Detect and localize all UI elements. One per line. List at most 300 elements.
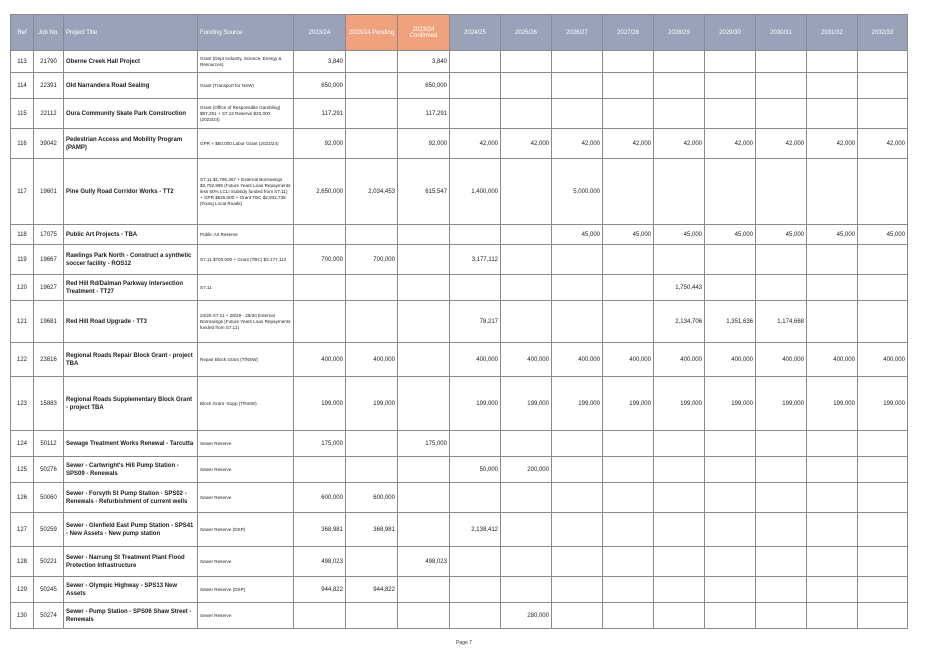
amount-cell-2028-29: 42,000 (654, 129, 705, 159)
table-row (11, 51, 908, 73)
amount-cell-2029-30 (705, 99, 756, 129)
amount-cell-2026-27 (552, 547, 603, 577)
amount-cell-2030-31: 45,000 (756, 225, 807, 245)
amount-cell-2023-24-confirmed (398, 603, 450, 629)
amount-cell-2025-26: 42,000 (501, 129, 552, 159)
job-no-cell: 17075 (34, 225, 64, 245)
table-row (11, 513, 908, 547)
amount-cell-2024-25: 3,177,112 (450, 245, 501, 275)
amount-cell-2023-24-confirmed: 117,291 (398, 99, 450, 129)
amount-cell-2031-32: 42,000 (807, 129, 858, 159)
amount-cell-2032-33 (858, 483, 908, 513)
amount-cell-2023-24-pending (346, 51, 398, 73)
amount-cell-2027-28: 42,000 (603, 129, 654, 159)
amount-cell-2024-25 (450, 577, 501, 603)
amount-cell-2023-24: 944,822 (294, 577, 346, 603)
amount-cell-2023-24: 3,840 (294, 51, 346, 73)
amount-cell-2027-28 (603, 275, 654, 301)
table-row (11, 301, 908, 343)
amount-cell-2031-32 (807, 547, 858, 577)
project-title-cell: Oura Community Skate Park Construction (64, 99, 198, 129)
amount-cell-2029-30 (705, 547, 756, 577)
amount-cell-2029-30: 199,000 (705, 377, 756, 431)
table-row (11, 483, 908, 513)
amount-cell-2023-24-pending (346, 603, 398, 629)
ref-cell: 121 (11, 301, 34, 343)
amount-cell-2026-27 (552, 577, 603, 603)
amount-cell-2027-28 (603, 547, 654, 577)
amount-cell-2025-26 (501, 513, 552, 547)
amount-cell-2023-24-confirmed (398, 577, 450, 603)
amount-cell-2025-26 (501, 275, 552, 301)
amount-cell-2028-29 (654, 547, 705, 577)
amount-cell-2024-25: 1,400,000 (450, 159, 501, 225)
table-row (11, 577, 908, 603)
project-title-cell: Regional Roads Repair Block Grant - project TBA (64, 343, 198, 377)
amount-cell-2023-24-confirmed (398, 483, 450, 513)
amount-cell-2026-27 (552, 99, 603, 129)
amount-cell-2024-25: 50,000 (450, 457, 501, 483)
ref-cell: 118 (11, 225, 34, 245)
amount-cell-2024-25 (450, 99, 501, 129)
amount-cell-2028-29 (654, 513, 705, 547)
job-no-cell: 22391 (34, 73, 64, 99)
amount-cell-2030-31 (756, 513, 807, 547)
amount-cell-2024-25 (450, 225, 501, 245)
amount-cell-2023-24-pending (346, 301, 398, 343)
project-title-cell: Sewer - Cartwright's Hill Pump Station - SPS09 - Renewals (64, 457, 198, 483)
amount-cell-2029-30: 45,000 (705, 225, 756, 245)
amount-cell-2023-24-pending: 2,034,453 (346, 159, 398, 225)
funding-source-cell: Repair Block Grant (TfNSW) (198, 343, 294, 377)
project-title-cell: Sewer - Narrung St Treatment Plant Flood Protection Infrastructure (64, 547, 198, 577)
column-header-ref: Ref (11, 15, 34, 51)
amount-cell-2025-26 (501, 225, 552, 245)
amount-cell-2031-32 (807, 457, 858, 483)
amount-cell-2025-26 (501, 301, 552, 343)
amount-cell-2025-26: 280,000 (501, 603, 552, 629)
amount-cell-2025-26 (501, 99, 552, 129)
project-title-cell: Red Hill Road Upgrade - TT3 (64, 301, 198, 343)
amount-cell-2031-32 (807, 245, 858, 275)
job-no-cell: 50245 (34, 577, 64, 603)
ref-cell: 130 (11, 603, 34, 629)
amount-cell-2030-31 (756, 547, 807, 577)
project-title-cell: Pine Gully Road Corridor Works - TT2 (64, 159, 198, 225)
project-title-cell: Public Art Projects - TBA (64, 225, 198, 245)
amount-cell-2023-24: 650,000 (294, 73, 346, 99)
funding-source-cell: Sewer Reserve (DSP) (198, 513, 294, 547)
column-header-2023-24-confirmed: 2023/24 Confirmed (398, 15, 450, 51)
amount-cell-2023-24 (294, 603, 346, 629)
amount-cell-2023-24: 175,000 (294, 431, 346, 457)
column-header-2023-24-pending: 2023/24 Pending (346, 15, 398, 51)
amount-cell-2023-24-confirmed (398, 275, 450, 301)
amount-cell-2032-33 (858, 275, 908, 301)
job-no-cell: 22112 (34, 99, 64, 129)
amount-cell-2027-28 (603, 51, 654, 73)
amount-cell-2030-31 (756, 603, 807, 629)
amount-cell-2032-33 (858, 159, 908, 225)
amount-cell-2028-29 (654, 577, 705, 603)
amount-cell-2023-24-pending (346, 129, 398, 159)
amount-cell-2028-29: 2,134,706 (654, 301, 705, 343)
job-no-cell: 19627 (34, 275, 64, 301)
amount-cell-2024-25 (450, 483, 501, 513)
amount-cell-2032-33 (858, 99, 908, 129)
amount-cell-2032-33: 42,000 (858, 129, 908, 159)
column-header-funding-source: Funding Source (198, 15, 294, 51)
funding-source-cell: Public Art Reserve (198, 225, 294, 245)
amount-cell-2031-32: 400,000 (807, 343, 858, 377)
amount-cell-2023-24: 2,650,000 (294, 159, 346, 225)
amount-cell-2030-31: 199,000 (756, 377, 807, 431)
amount-cell-2023-24-pending (346, 457, 398, 483)
amount-cell-2025-26 (501, 577, 552, 603)
column-header-project-title: Project Title (64, 15, 198, 51)
amount-cell-2025-26 (501, 245, 552, 275)
funding-source-cell: Block Grant -Supp (TfNSW) (198, 377, 294, 431)
amount-cell-2028-29: 400,000 (654, 343, 705, 377)
amount-cell-2026-27 (552, 245, 603, 275)
amount-cell-2023-24-confirmed (398, 301, 450, 343)
amount-cell-2024-25 (450, 73, 501, 99)
amount-cell-2031-32 (807, 301, 858, 343)
amount-cell-2031-32: 45,000 (807, 225, 858, 245)
table-row (11, 129, 908, 159)
funding-source-cell: GPR + $50,000 Labor Grant (2023/24) (198, 129, 294, 159)
amount-cell-2029-30 (705, 245, 756, 275)
table-row (11, 457, 908, 483)
ref-cell: 119 (11, 245, 34, 275)
amount-cell-2029-30 (705, 513, 756, 547)
amount-cell-2030-31 (756, 483, 807, 513)
job-no-cell: 19681 (34, 301, 64, 343)
amount-cell-2029-30: 400,000 (705, 343, 756, 377)
job-no-cell: 23816 (34, 343, 64, 377)
amount-cell-2023-24-pending (346, 73, 398, 99)
amount-cell-2024-25: 199,000 (450, 377, 501, 431)
amount-cell-2024-25 (450, 51, 501, 73)
amount-cell-2030-31: 1,174,668 (756, 301, 807, 343)
funding-source-cell: 24/25 S7.11 + 28/29 - 29/30 External Borrowings (Future Years Loan Repayments funded from S7.11) (198, 301, 294, 343)
amount-cell-2023-24-pending: 700,000 (346, 245, 398, 275)
amount-cell-2023-24 (294, 225, 346, 245)
project-title-cell: Sewer - Forsyth St Pump Station - SPS02 - Renewals - Refurbishment of current wells (64, 483, 198, 513)
amount-cell-2028-29 (654, 483, 705, 513)
job-no-cell: 50274 (34, 603, 64, 629)
amount-cell-2028-29 (654, 159, 705, 225)
amount-cell-2028-29 (654, 99, 705, 129)
amount-cell-2031-32 (807, 483, 858, 513)
amount-cell-2026-27 (552, 513, 603, 547)
amount-cell-2029-30: 1,351,636 (705, 301, 756, 343)
amount-cell-2032-33: 199,000 (858, 377, 908, 431)
amount-cell-2031-32 (807, 73, 858, 99)
amount-cell-2030-31: 400,000 (756, 343, 807, 377)
ref-cell: 113 (11, 51, 34, 73)
funding-source-cell: S7.11 $700,000 + Grant (TBC) $3,177,112 (198, 245, 294, 275)
funding-source-cell: S7.11 $1,795,367 + External Borrowings $3,752,895 (Future Years Loan Repayments less 50% LCLI Subsidy funded from S7.11) + GPR $625,000 + Grant TBC $2,932,738 (Fixing Local Roads) (198, 159, 294, 225)
capital-works-table (10, 14, 908, 629)
funding-source-cell: Sewer Reserve (198, 547, 294, 577)
amount-cell-2028-29: 1,750,443 (654, 275, 705, 301)
amount-cell-2024-25 (450, 547, 501, 577)
project-title-cell: Sewer - Pump Station - SPS06 Shaw Street - Renewals (64, 603, 198, 629)
amount-cell-2023-24: 700,000 (294, 245, 346, 275)
amount-cell-2029-30: 42,000 (705, 129, 756, 159)
amount-cell-2026-27 (552, 603, 603, 629)
amount-cell-2023-24-confirmed: 498,023 (398, 547, 450, 577)
ref-cell: 129 (11, 577, 34, 603)
amount-cell-2031-32 (807, 603, 858, 629)
amount-cell-2028-29: 199,000 (654, 377, 705, 431)
amount-cell-2026-27: 42,000 (552, 129, 603, 159)
job-no-cell: 50060 (34, 483, 64, 513)
amount-cell-2028-29 (654, 603, 705, 629)
amount-cell-2023-24-confirmed: 175,000 (398, 431, 450, 457)
column-header-2024-25: 2024/25 (450, 15, 501, 51)
table-row (11, 99, 908, 129)
amount-cell-2029-30 (705, 73, 756, 99)
job-no-cell: 21790 (34, 51, 64, 73)
amount-cell-2023-24-confirmed (398, 343, 450, 377)
amount-cell-2031-32 (807, 431, 858, 457)
amount-cell-2028-29: 45,000 (654, 225, 705, 245)
table-row (11, 377, 908, 431)
table-row (11, 275, 908, 301)
ref-cell: 127 (11, 513, 34, 547)
amount-cell-2032-33 (858, 51, 908, 73)
ref-cell: 116 (11, 129, 34, 159)
amount-cell-2024-25: 2,138,412 (450, 513, 501, 547)
amount-cell-2027-28 (603, 245, 654, 275)
project-title-cell: Red Hill Rd/Dalman Parkway Intersection Treatment - TT27 (64, 275, 198, 301)
amount-cell-2023-24-confirmed: 3,840 (398, 51, 450, 73)
amount-cell-2025-26 (501, 483, 552, 513)
amount-cell-2027-28 (603, 483, 654, 513)
job-no-cell: 50259 (34, 513, 64, 547)
amount-cell-2024-25 (450, 275, 501, 301)
project-title-cell: Sewer - Glenfield East Pump Station - SPS41 - New Assets - New pump station (64, 513, 198, 547)
table-body (11, 51, 908, 629)
project-title-cell: Sewer - Olympic Highway - SPS13 New Assets (64, 577, 198, 603)
amount-cell-2027-28 (603, 73, 654, 99)
amount-cell-2030-31 (756, 577, 807, 603)
amount-cell-2029-30 (705, 51, 756, 73)
column-header-2023-24: 2023/24 (294, 15, 346, 51)
amount-cell-2023-24: 92,000 (294, 129, 346, 159)
amount-cell-2032-33 (858, 513, 908, 547)
amount-cell-2032-33 (858, 73, 908, 99)
amount-cell-2032-33 (858, 431, 908, 457)
capital-works-page (10, 14, 907, 629)
amount-cell-2023-24-pending: 400,000 (346, 343, 398, 377)
amount-cell-2023-24-pending (346, 547, 398, 577)
funding-source-cell: Grant (Dept Industry, Science, Energy & Resources) (198, 51, 294, 73)
amount-cell-2023-24-pending: 368,981 (346, 513, 398, 547)
project-title-cell: Sewage Treatment Works Renewal - Tarcutta (64, 431, 198, 457)
amount-cell-2026-27: 5,000,000 (552, 159, 603, 225)
amount-cell-2025-26 (501, 547, 552, 577)
amount-cell-2028-29 (654, 457, 705, 483)
amount-cell-2029-30 (705, 159, 756, 225)
amount-cell-2030-31 (756, 159, 807, 225)
ref-cell: 128 (11, 547, 34, 577)
amount-cell-2025-26 (501, 431, 552, 457)
amount-cell-2032-33 (858, 577, 908, 603)
amount-cell-2025-26 (501, 51, 552, 73)
funding-source-cell: Grant (Office of Responsible Gambling) $97,291 + S7.12 Reserve $20,000 (2023/24) (198, 99, 294, 129)
table-row (11, 159, 908, 225)
amount-cell-2027-28 (603, 99, 654, 129)
amount-cell-2023-24: 498,023 (294, 547, 346, 577)
amount-cell-2025-26 (501, 73, 552, 99)
ref-cell: 114 (11, 73, 34, 99)
amount-cell-2029-30 (705, 577, 756, 603)
ref-cell: 122 (11, 343, 34, 377)
amount-cell-2027-28: 45,000 (603, 225, 654, 245)
amount-cell-2026-27: 400,000 (552, 343, 603, 377)
amount-cell-2026-27 (552, 275, 603, 301)
column-header-2031-32: 2031/32 (807, 15, 858, 51)
amount-cell-2029-30 (705, 275, 756, 301)
amount-cell-2032-33: 45,000 (858, 225, 908, 245)
amount-cell-2028-29 (654, 73, 705, 99)
amount-cell-2031-32 (807, 513, 858, 547)
amount-cell-2025-26: 400,000 (501, 343, 552, 377)
funding-source-cell: Grant (Transport for NSW) (198, 73, 294, 99)
amount-cell-2025-26: 199,000 (501, 377, 552, 431)
amount-cell-2031-32 (807, 275, 858, 301)
page-number: Page 7 (456, 640, 472, 646)
amount-cell-2031-32 (807, 159, 858, 225)
amount-cell-2029-30 (705, 483, 756, 513)
column-header-2025-26: 2025/26 (501, 15, 552, 51)
amount-cell-2023-24 (294, 301, 346, 343)
amount-cell-2023-24-pending: 199,000 (346, 377, 398, 431)
amount-cell-2031-32: 199,000 (807, 377, 858, 431)
amount-cell-2030-31 (756, 73, 807, 99)
funding-source-cell: Sewer Reserve (198, 603, 294, 629)
column-header-2032-33: 2032/33 (858, 15, 908, 51)
table-row (11, 547, 908, 577)
table-row (11, 245, 908, 275)
amount-cell-2023-24-pending: 600,000 (346, 483, 398, 513)
amount-cell-2023-24-confirmed: 650,000 (398, 73, 450, 99)
amount-cell-2025-26: 200,000 (501, 457, 552, 483)
column-header-2030-31: 2030/31 (756, 15, 807, 51)
column-header-2026-27: 2026/27 (552, 15, 603, 51)
amount-cell-2032-33 (858, 603, 908, 629)
job-no-cell: 39042 (34, 129, 64, 159)
amount-cell-2030-31: 42,000 (756, 129, 807, 159)
amount-cell-2031-32 (807, 99, 858, 129)
ref-cell: 115 (11, 99, 34, 129)
amount-cell-2023-24-pending (346, 225, 398, 245)
amount-cell-2027-28: 400,000 (603, 343, 654, 377)
amount-cell-2026-27 (552, 483, 603, 513)
amount-cell-2023-24: 400,000 (294, 343, 346, 377)
amount-cell-2024-25 (450, 431, 501, 457)
amount-cell-2023-24: 368,981 (294, 513, 346, 547)
table-row (11, 343, 908, 377)
amount-cell-2023-24-confirmed (398, 457, 450, 483)
amount-cell-2023-24-pending: 944,822 (346, 577, 398, 603)
amount-cell-2026-27: 199,000 (552, 377, 603, 431)
amount-cell-2023-24-confirmed (398, 513, 450, 547)
funding-source-cell: Sewer Reserve (198, 483, 294, 513)
funding-source-cell: Sewer Reserve (198, 431, 294, 457)
amount-cell-2023-24-pending (346, 99, 398, 129)
ref-cell: 120 (11, 275, 34, 301)
project-title-cell: Oberne Creek Hall Project (64, 51, 198, 73)
amount-cell-2023-24: 117,291 (294, 99, 346, 129)
amount-cell-2027-28 (603, 301, 654, 343)
amount-cell-2026-27 (552, 73, 603, 99)
amount-cell-2027-28 (603, 159, 654, 225)
amount-cell-2027-28 (603, 431, 654, 457)
amount-cell-2023-24 (294, 457, 346, 483)
amount-cell-2032-33 (858, 301, 908, 343)
job-no-cell: 50221 (34, 547, 64, 577)
column-header-2029-30: 2029/30 (705, 15, 756, 51)
amount-cell-2031-32 (807, 577, 858, 603)
project-title-cell: Rawlings Park North - Construct a synthetic soccer facility - ROS12 (64, 245, 198, 275)
amount-cell-2031-32 (807, 51, 858, 73)
amount-cell-2028-29 (654, 51, 705, 73)
amount-cell-2028-29 (654, 431, 705, 457)
project-title-cell: Pedestrian Access and Mobility Program (PAMP) (64, 129, 198, 159)
amount-cell-2023-24-confirmed (398, 377, 450, 431)
ref-cell: 125 (11, 457, 34, 483)
table-row (11, 73, 908, 99)
amount-cell-2027-28 (603, 457, 654, 483)
amount-cell-2026-27 (552, 431, 603, 457)
amount-cell-2030-31 (756, 431, 807, 457)
amount-cell-2024-25: 42,000 (450, 129, 501, 159)
project-title-cell: Old Narrandera Road Sealing (64, 73, 198, 99)
amount-cell-2032-33: 400,000 (858, 343, 908, 377)
amount-cell-2032-33 (858, 245, 908, 275)
amount-cell-2026-27: 45,000 (552, 225, 603, 245)
amount-cell-2023-24-pending (346, 431, 398, 457)
job-no-cell: 15883 (34, 377, 64, 431)
ref-cell: 124 (11, 431, 34, 457)
funding-source-cell: Sewer Reserve (DSP) (198, 577, 294, 603)
job-no-cell: 19667 (34, 245, 64, 275)
column-header-job-no: Job No. (34, 15, 64, 51)
ref-cell: 126 (11, 483, 34, 513)
amount-cell-2030-31 (756, 99, 807, 129)
table-header (11, 15, 908, 51)
amount-cell-2029-30 (705, 431, 756, 457)
amount-cell-2026-27 (552, 301, 603, 343)
amount-cell-2029-30 (705, 603, 756, 629)
amount-cell-2023-24-confirmed (398, 225, 450, 245)
amount-cell-2027-28 (603, 513, 654, 547)
amount-cell-2023-24: 600,000 (294, 483, 346, 513)
table-row (11, 431, 908, 457)
amount-cell-2025-26 (501, 159, 552, 225)
amount-cell-2026-27 (552, 51, 603, 73)
amount-cell-2032-33 (858, 547, 908, 577)
funding-source-cell: Sewer Reserve (198, 457, 294, 483)
table-row (11, 603, 908, 629)
column-header-2028-29: 2028/29 (654, 15, 705, 51)
amount-cell-2028-29 (654, 245, 705, 275)
amount-cell-2024-25: 400,000 (450, 343, 501, 377)
